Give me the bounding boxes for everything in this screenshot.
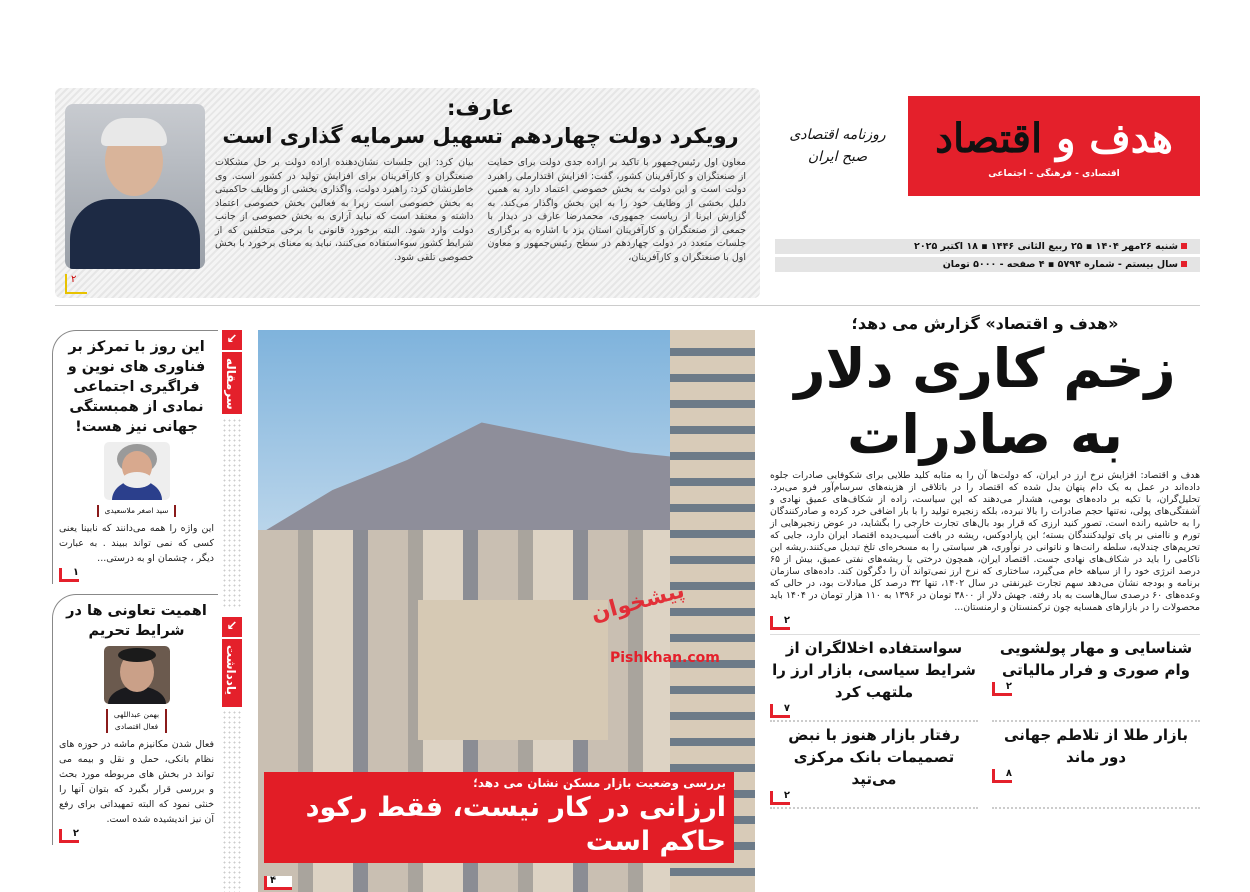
banner-columns <box>215 156 746 264</box>
note-title[interactable]: اهمیت تعاونی ها در شرایط تحریم <box>66 603 207 639</box>
banner-headline[interactable]: رویکرد دولت چهاردهم تسهیل سرمایه گذاری است <box>222 124 739 148</box>
lead-story <box>770 312 1200 809</box>
note-tag-label: یادداشت <box>224 645 238 695</box>
issue-line <box>775 257 1200 272</box>
note-frame <box>52 594 218 845</box>
brief-item[interactable] <box>992 722 1200 809</box>
masthead-subtitle: اقتصادی - فرهنگی - اجتماعی <box>988 169 1120 179</box>
masthead-taglines <box>775 127 900 165</box>
arrow-icon: ↙ <box>222 617 242 637</box>
banner-kicker: عارف: <box>446 96 515 120</box>
banner-column-1: معاون اول رئیس‌جمهور با تاکید بر اراده جدی دولت برای حمایت از صنعتگران و کارآفرینان کشور، گفت: افزایش اقتدارملی راهبرد دولت است و این دولت به بخش خصوصی اعتماد دارد به همین دلیل بخشی از وظایف خود را به این بخش واگذار می‌کند. به گزارش ایرنا از ریاست جمهوری، محمدرضا عارف در دیدار با جمعی از صنعتگران و کارآفرینان استان یزد با اشاره به برگزاری جلسات متعدد در دولت چهاردهم در سطح رئیس‌جمهور و معاون اول با صنعتگران و کارآفرینان، <box>487 157 746 263</box>
left-column <box>52 330 218 845</box>
dot-pattern <box>222 418 242 608</box>
author-name: بهمن عبداللهی <box>113 710 160 719</box>
aref-photo <box>65 104 205 269</box>
page-reference[interactable]: ۷ <box>770 704 790 718</box>
masthead-tagline-2: صبح ایران <box>807 149 868 165</box>
author-photo <box>104 442 170 500</box>
page-reference[interactable]: ۲ <box>770 791 790 805</box>
page-reference[interactable]: ۲ <box>770 616 790 630</box>
brief-headline[interactable]: شناسایی و مهار پولشویی وام صوری و فرار مالیاتی <box>999 639 1193 679</box>
banner-column-2: بیان کرد: این جلسات نشان‌دهنده اراده دولت بر حل مشکلات صنعتگران و کارآفرینان برای افزایش تولید در کشور است. وی خاطرنشان کرد: راهبرد دولت، واگذاری بخشی از وظایف حاکمیتی به بخش خصوصی است زیرا به فعالین بخش خصوصی اعتماد داشته و معتقد است که نباید آزاری به بخش خصوصی از جانب دولت وارد شود. البته برخورد قانونی با برخی متخلفین که از شرایط کشور سوءاستفاده می‌کنند، نباید به معنای برخورد با بخش خصوصی تلقی شود. <box>215 157 474 263</box>
lead-body: هدف و اقتصاد: افزایش نرخ ارز در ایران، که دولت‌ها آن را به مثابه کلید طلایی برای شکوفایی صادرات جلوه داده‌اند در عمل به یک دام پنهان بدل شده که اقتصاد را در باتلاقی از هزینه‌های سرسام‌آور فرو می‌برد. تحلیل‌گران، با تکیه بر داده‌های بومی، هشدار می‌دهند که این سیاست، زاده از شکاف‌های عمیق نهادی و آشفتگی‌های پولی، نه‌تنها حجم صادرات را بالا نبرده، بلکه زنجیره تولید را با بار اضافی خرد کرده و صادرکنندگان را به حاشیه رانده است. تصور کنید ارزی که قرار بود بال‌های تجارت خارجی را بگشاید، در عوض زنجیرهایی از تورم و ناامنی بر پای تولیدکنندگان بسته؛ این پارادوکس، ریشه در بافت آسیب‌دیده اقتصاد ایران دارد، جایی که تحریم‌های چندلایه، سلطه رانت‌ها و ناتوانی در نوآوری، هر سیاستی را به مسخره‌ای تلخ تبدیل می‌کنند.ریشه این ناکامی را باید در شکاف‌های نهادی جست. اقتصاد ایران، همچون درختی با ریشه‌های نفتی عمیق، بیش از ۶۵ درصد انرژی خود را از سیاهه خام می‌گیرد، ساختاری که نرخ ارز نمی‌تواند آن را دگرگون کند. داده‌های سازمان برنامه و بودجه نشان می‌دهد سهم تجارت غیرنفتی در سال ۱۴۰۲، تنها ۳۲ درصد کل مبادلات بود، در حالی که وعده‌های ۶۰ درصدی سال‌هاست به باد رفته. جهش دلار از ۳۸۰۰ تومان در ۱۳۹۶ به ۱۱۰ هزار تومان در ۱۴۰۴ باید محصولات را در بازارهای همسایه چون ترکمنستان و ارمنستان... <box>770 470 1201 613</box>
page-reference[interactable]: ۴ <box>264 876 292 890</box>
note-body: فعال شدن مکانیزم ماشه در حوزه های نظام بانکی، حمل و نقل و بیمه می تواند در بخش های مربوطه مورد بحث و بررسی قرار بگیرد که بتوان آنها را خنثی نمود که البته تمهیداتی برای رفع آن نیز اندیشیده شده است. <box>59 739 214 825</box>
brief-item[interactable] <box>770 722 978 809</box>
author-photo <box>104 646 170 704</box>
lead-kicker: «هدف و اقتصاد» گزارش می دهد؛ <box>851 314 1119 333</box>
photo-story-kicker: بررسی وضعیت بازار مسکن نشان می دهد؛ <box>473 776 726 790</box>
date-text: شنبه ۲۶مهر ۱۴۰۴ ▪ ۲۵ ربیع الثانی ۱۴۴۶ ▪ ۱۸ اکتبر ۲۰۲۵ <box>914 241 1178 252</box>
photo-story-headline: ارزانی در کار نیست، فقط رکود حاکم است <box>305 792 726 857</box>
editorial-body: این واژه را همه می‌دانند که نابینا یعنی کسی که نمی تواند ببیند . به عبارت دیگر ، چشمان او به درستی... <box>59 523 214 564</box>
brief-headline[interactable]: رفتار بازار هنوز با نبض تصمیمات بانک مرکزی می‌تپد <box>788 726 960 788</box>
note-author <box>106 709 167 733</box>
briefs-grid <box>770 634 1200 809</box>
page-reference[interactable]: ۲ <box>65 274 87 294</box>
editorial-title[interactable]: این روز با تمرکز بر فناوری های نوین و فراگیری اجتماعی نمادی از همبستگی جهانی نیز هست! <box>67 339 206 435</box>
photo-story-banner[interactable] <box>264 772 734 863</box>
note-tag <box>222 639 242 707</box>
divider <box>55 305 1200 306</box>
masthead-red-band <box>908 96 1200 196</box>
banner-content <box>215 88 746 272</box>
editorial-author: سید اصغر ملاسعیدی <box>97 505 177 517</box>
pishkhan-watermark: پیشخوان <box>588 578 688 627</box>
page-reference[interactable]: ۸ <box>992 769 1012 783</box>
lead-headline[interactable] <box>770 336 1200 468</box>
arrow-icon: ↙ <box>222 330 242 350</box>
page-reference[interactable]: ۲ <box>992 682 1012 696</box>
masthead-row <box>775 96 1200 196</box>
brief-item[interactable] <box>770 635 978 722</box>
editorial-tag-label: سرمقاله <box>224 358 238 410</box>
masthead <box>775 96 1200 272</box>
issue-text: سال بیستم - شماره ۵۷۹۴ ▪ ۴ صفحه - ۵۰۰۰ تومان <box>942 259 1178 270</box>
editorial-frame <box>52 330 218 584</box>
author-role: فعال اقتصادی <box>114 722 159 731</box>
editorial-tag <box>222 352 242 414</box>
top-banner-story[interactable] <box>55 88 760 298</box>
date-line <box>775 239 1200 254</box>
brief-headline[interactable]: بازار طلا از تلاطم جهانی دور ماند <box>1004 726 1188 766</box>
page-reference[interactable]: ۱ <box>59 568 79 582</box>
newspaper-logo: هدف و اقتصاد <box>935 115 1173 162</box>
pishkhan-url: Pishkhan.com <box>610 650 720 666</box>
dot-pattern <box>222 710 242 892</box>
headline-line-2: به صادرات <box>847 403 1123 466</box>
brief-headline[interactable]: سواستفاده اخلالگران از شرایط سیاسی، بازار ارز را ملتهب کرد <box>772 639 976 701</box>
headline-line-1: زخم کاری دلار <box>794 337 1176 400</box>
brief-item[interactable] <box>992 635 1200 722</box>
page-reference[interactable]: ۲ <box>59 829 79 843</box>
masthead-tagline: روزنامه اقتصادی <box>789 127 886 143</box>
